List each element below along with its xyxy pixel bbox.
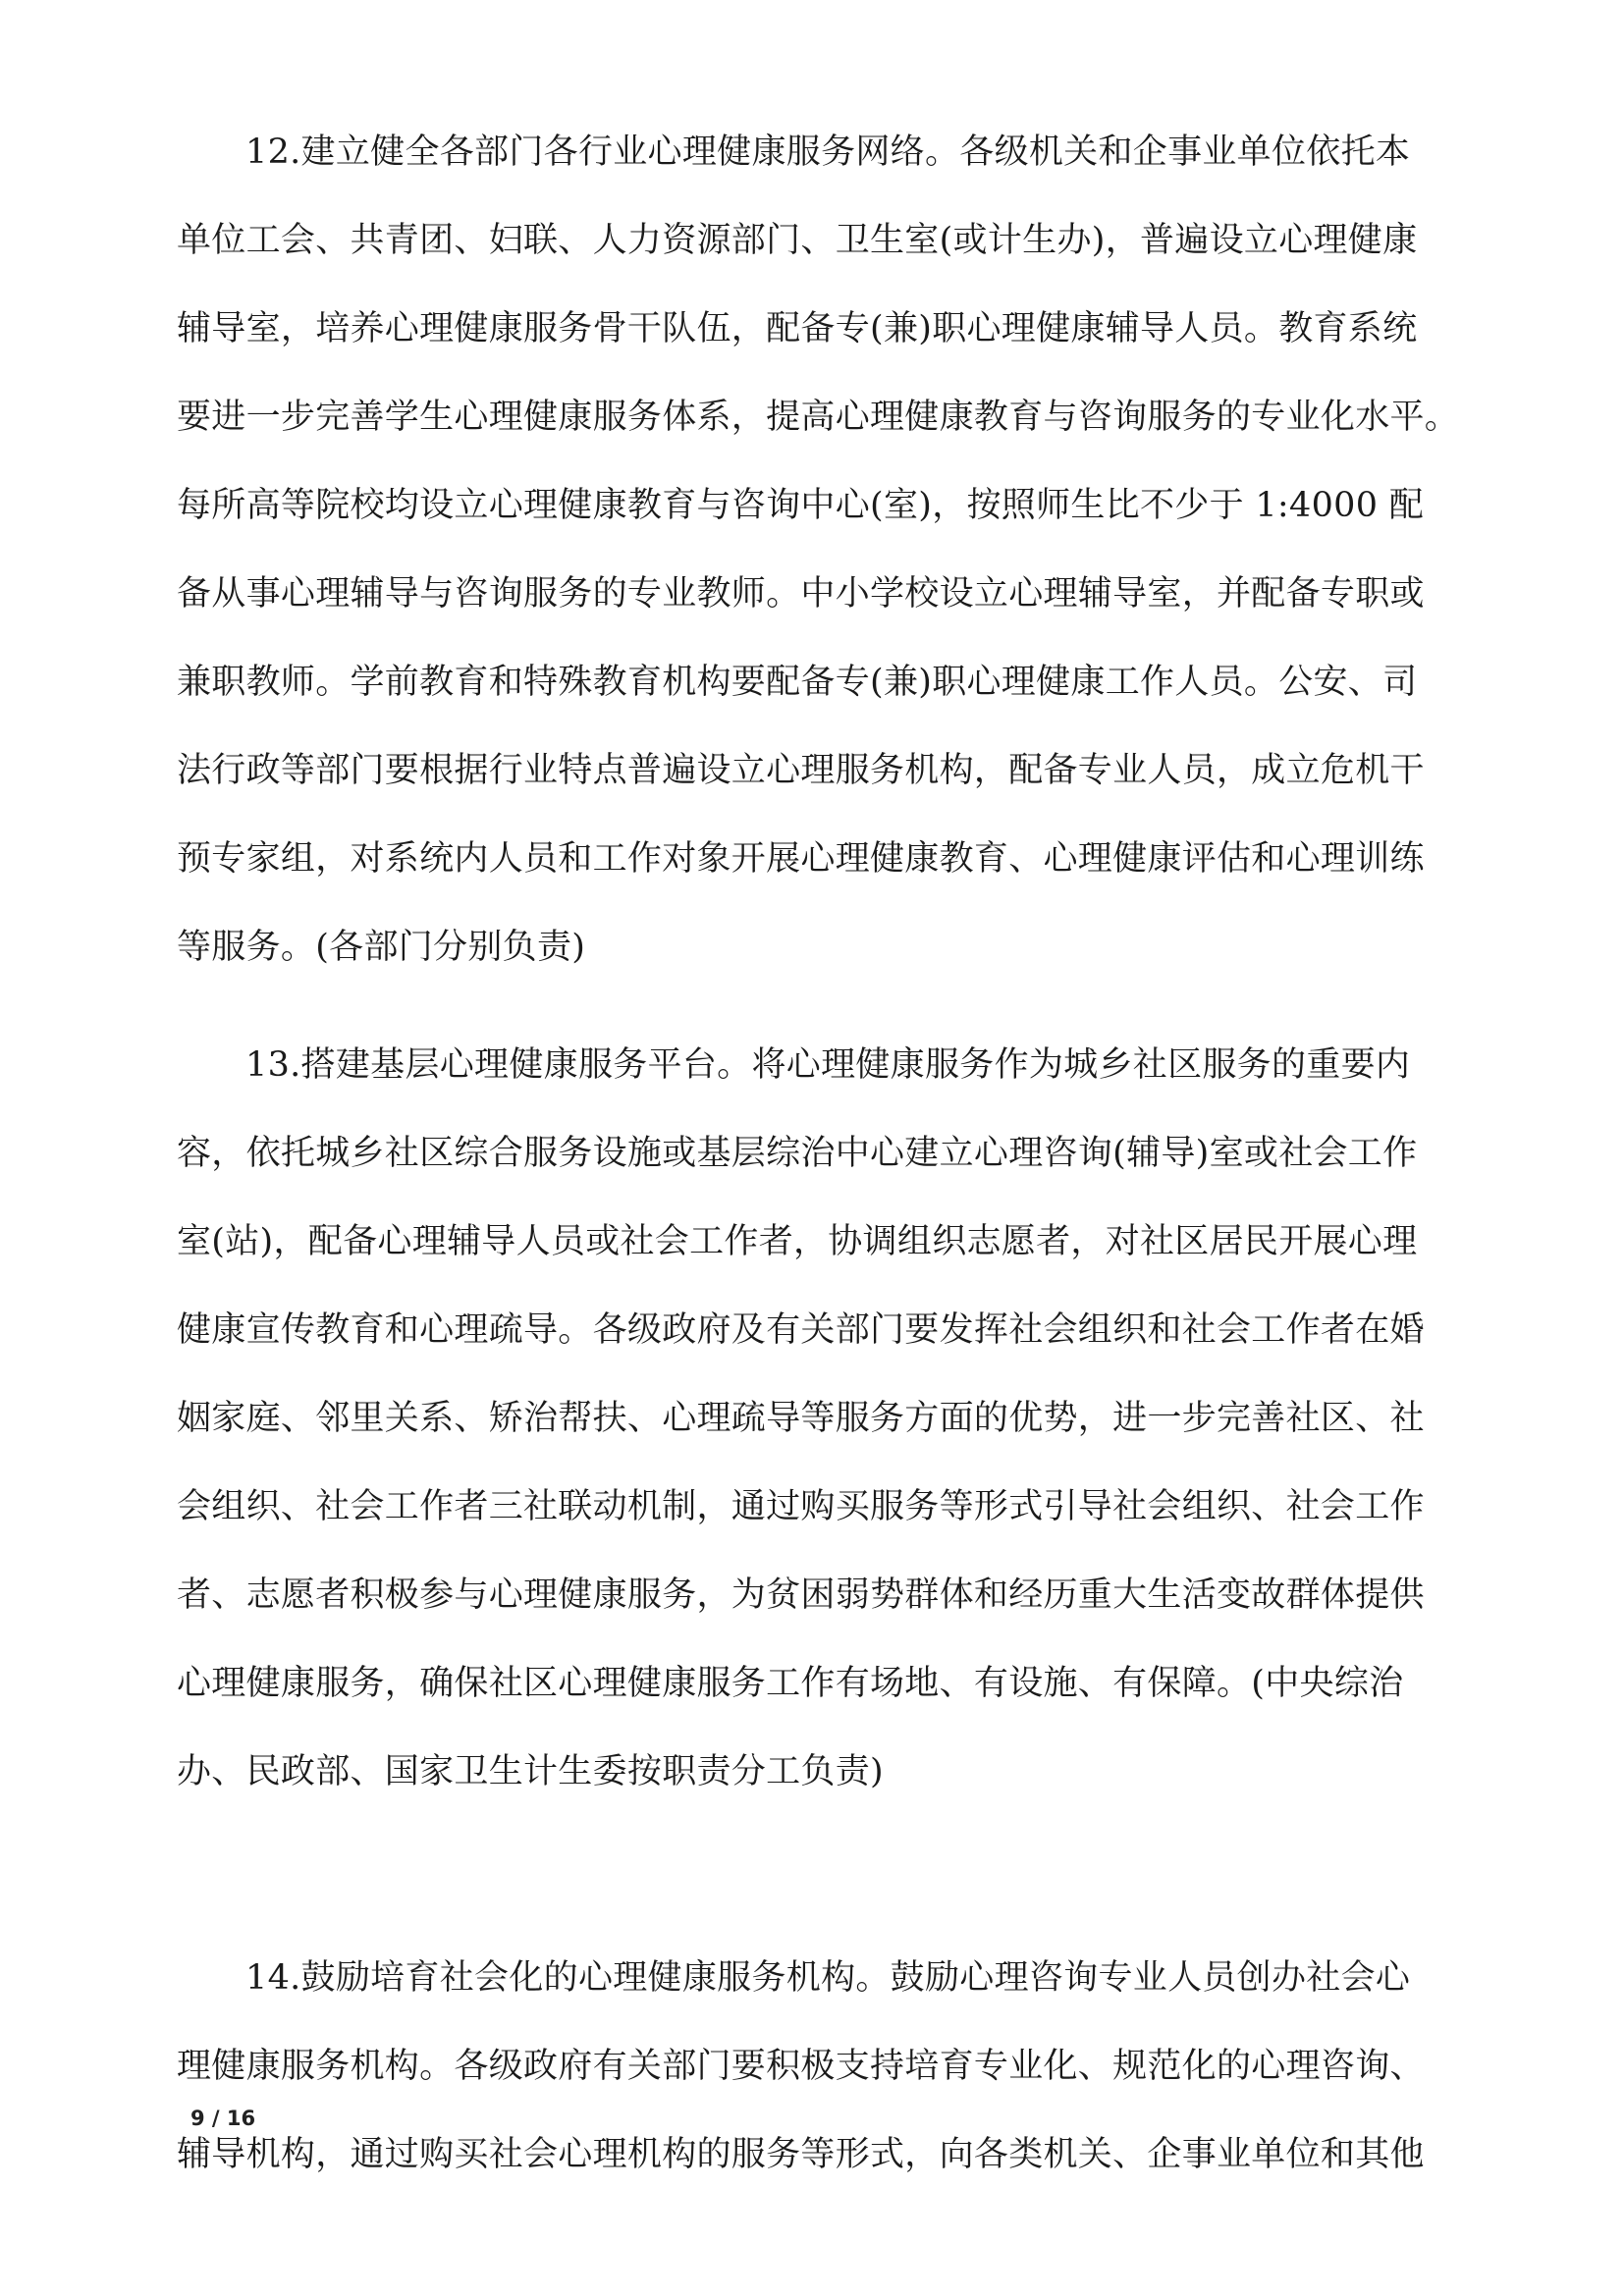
text-line: 辅导室，培养心理健康服务骨干队伍，配备专(兼)职心理健康辅导人员。教育系统 xyxy=(177,309,1418,348)
paragraph-13 xyxy=(177,1021,1483,1816)
paragraph-14 xyxy=(177,1934,1483,2199)
text-line: 心理健康服务，确保社区心理健康服务工作有场地、有设施、有保障。(中央综治 xyxy=(177,1664,1404,1703)
text-line: 会组织、社会工作者三社联动机制，通过购买服务等形式引导社会组织、社会工作 xyxy=(177,1487,1425,1526)
text-line: 辅导机构，通过购买社会心理机构的服务等形式，向各类机关、企事业单位和其他 xyxy=(177,2135,1425,2174)
text-line: 14.鼓励培育社会化的心理健康服务机构。鼓励心理咨询专业人员创办社会心 xyxy=(245,1958,1411,1998)
text-line: 者、志愿者积极参与心理健康服务，为贫困弱势群体和经历重大生活变故群体提供 xyxy=(177,1575,1425,1615)
paragraph-12 xyxy=(177,108,1483,991)
text-line: 13.搭建基层心理健康服务平台。将心理健康服务作为城乡社区服务的重要内 xyxy=(245,1045,1411,1085)
text-line: 单位工会、共青团、妇联、人力资源部门、卫生室(或计生办)，普遍设立心理健康 xyxy=(177,221,1418,260)
text-line: 要进一步完善学生心理健康服务体系，提高心理健康教育与咨询服务的专业化水平。 xyxy=(177,398,1460,437)
page-number: 9 / 16 xyxy=(190,2107,256,2130)
text-line: 等服务。(各部门分别负责) xyxy=(177,928,586,967)
text-line: 理健康服务机构。各级政府有关部门要积极支持培育专业化、规范化的心理咨询、 xyxy=(177,2047,1425,2086)
text-line: 法行政等部门要根据行业特点普遍设立心理服务机构，配备专业人员，成立危机干 xyxy=(177,751,1425,790)
text-line: 每所高等院校均设立心理健康教育与咨询中心(室)，按照师生比不少于 1:4000 配 xyxy=(177,486,1424,525)
text-line: 办、民政部、国家卫生计生委按职责分工负责) xyxy=(177,1752,884,1791)
text-line: 预专家组，对系统内人员和工作对象开展心理健康教育、心理健康评估和心理训练 xyxy=(177,839,1425,879)
text-line: 健康宣传教育和心理疏导。各级政府及有关部门要发挥社会组织和社会工作者在婚 xyxy=(177,1310,1425,1350)
text-line: 室(站)，配备心理辅导人员或社会工作者，协调组织志愿者，对社区居民开展心理 xyxy=(177,1222,1418,1261)
text-line: 容，依托城乡社区综合服务设施或基层综治中心建立心理咨询(辅导)室或社会工作 xyxy=(177,1134,1418,1173)
text-line: 姻家庭、邻里关系、矫治帮扶、心理疏导等服务方面的优势，进一步完善社区、社 xyxy=(177,1399,1425,1438)
text-line: 12.建立健全各部门各行业心理健康服务网络。各级机关和企事业单位依托本 xyxy=(245,133,1411,172)
text-line: 兼职教师。学前教育和特殊教育机构要配备专(兼)职心理健康工作人员。公安、司 xyxy=(177,663,1418,702)
text-line: 备从事心理辅导与咨询服务的专业教师。中小学校设立心理辅导室，并配备专职或 xyxy=(177,574,1425,614)
